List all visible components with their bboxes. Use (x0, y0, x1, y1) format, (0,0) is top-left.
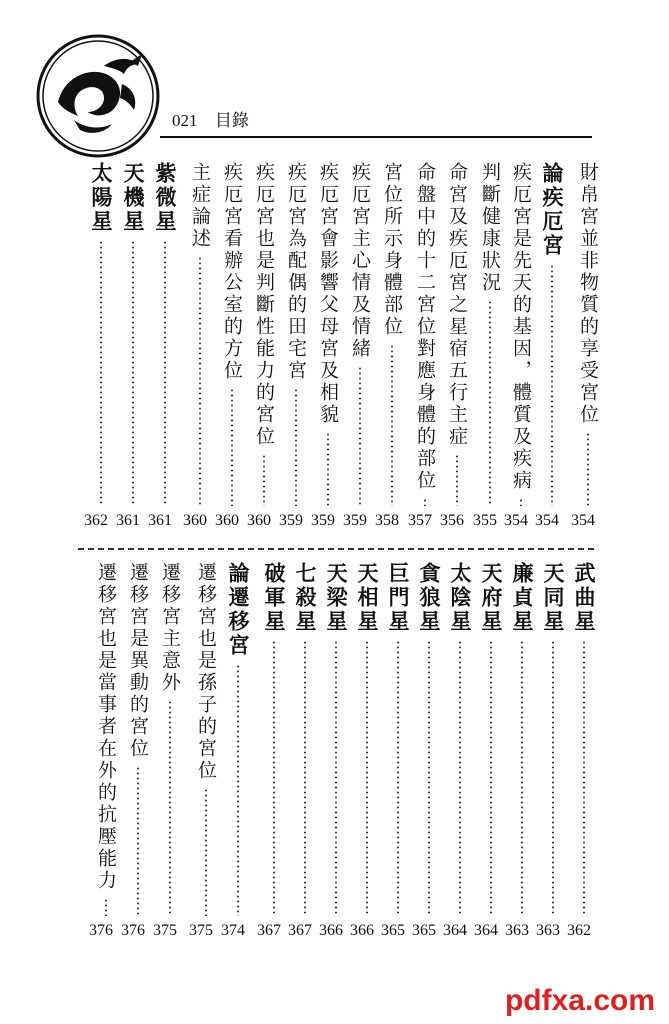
toc-entry[interactable]: 天同星 363 (536, 562, 566, 939)
toc-entry[interactable]: 疾厄宮主心情及情緒 359 (343, 162, 371, 529)
toc-entry[interactable]: 太陽星 362 (84, 162, 114, 529)
toc-entry[interactable]: 論遷移宮 374 (221, 562, 251, 939)
page-number: 021 (172, 111, 198, 130)
toc-entry[interactable]: 命宮及疾厄宮之星宿五行主症 356 (440, 162, 468, 529)
toc-entry[interactable]: 遷移宮也是孫子的宮位 375 (189, 562, 217, 939)
toc-entry[interactable]: 遷移宮也是當事者在外的抗壓能力 376 (89, 562, 117, 939)
toc-entry[interactable]: 天相星 366 (350, 562, 380, 939)
toc-entry[interactable]: 天府星 364 (474, 562, 504, 939)
toc-entry[interactable]: 太陰星 364 (443, 562, 473, 939)
toc-entry[interactable]: 天機星 361 (116, 162, 146, 529)
toc-entry[interactable]: 論疾厄宮 354 (535, 162, 565, 529)
toc-entry[interactable]: 七殺星 367 (288, 562, 318, 939)
toc-entry[interactable]: 疾厄宮看辦公室的方位 360 (215, 162, 243, 529)
toc-entry[interactable]: 疾厄宮也是判斷性能力的宮位 360 (247, 162, 275, 529)
toc-entry[interactable]: 武曲星 362 (567, 562, 597, 939)
page-header (172, 106, 249, 131)
toc-entry[interactable]: 主症論述 360 (183, 162, 211, 529)
toc-entry[interactable]: 貪狼星 365 (412, 562, 442, 939)
toc-entry[interactable]: 宮位所示身體部位 358 (375, 162, 403, 529)
page-title: 目錄 (214, 111, 249, 131)
toc-entry[interactable]: 疾厄宮為配偶的田宅宮 359 (279, 162, 307, 529)
toc-entry[interactable]: 疾厄宮是先天的基因，體質及疾病 354 (504, 162, 532, 529)
toc-entry[interactable]: 廉貞星 363 (505, 562, 535, 939)
toc-entry[interactable]: 命盤中的十二宮位對應身體的部位 357 (408, 162, 436, 529)
watermark: pdfxa.com (504, 984, 655, 1017)
toc-entry[interactable]: 天梁星 366 (319, 562, 349, 939)
toc-entry[interactable]: 巨門星 365 (381, 562, 411, 939)
toc-entry[interactable]: 財帛宮並非物質的享受宮位 354 (571, 162, 599, 529)
dragon-logo-icon (34, 32, 162, 160)
toc-entry[interactable]: 破軍星 367 (257, 562, 287, 939)
toc-entry[interactable]: 遷移宮是異動的宮位 376 (121, 562, 149, 939)
toc-entry[interactable]: 遷移宮主意外 375 (153, 562, 181, 939)
toc-entry[interactable]: 紫微星 361 (148, 162, 178, 529)
toc-entry[interactable]: 判斷健康狀況 355 (473, 162, 501, 529)
section-divider (78, 548, 594, 550)
toc-entry[interactable]: 疾厄宮會影響父母宮及相貌 359 (311, 162, 339, 529)
header-rule (160, 136, 592, 138)
